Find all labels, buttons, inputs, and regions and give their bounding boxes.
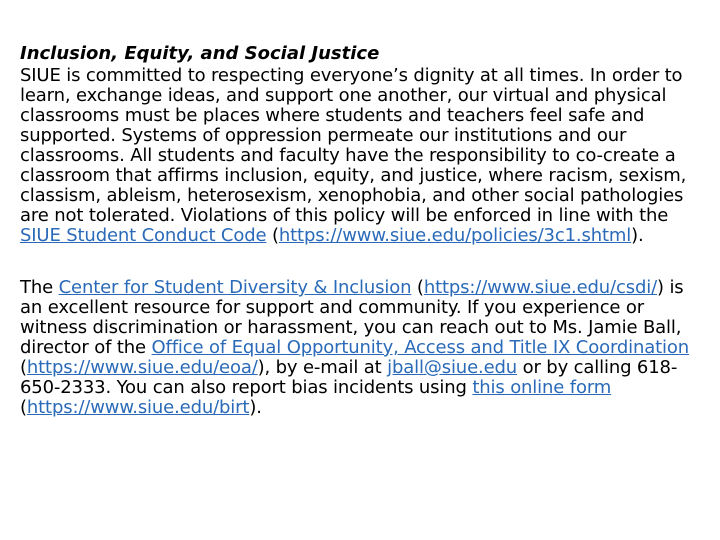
eoa-url[interactable]: https://www.siue.edu/eoa/ — [26, 357, 258, 378]
resources-paragraph — [20, 278, 710, 418]
csdi-url[interactable]: https://www.siue.edu/csdi/ — [423, 277, 657, 298]
resources-text-1: The — [20, 277, 59, 298]
student-conduct-code-link[interactable]: SIUE Student Conduct Code — [20, 225, 267, 246]
resources-text-3: ), by e-mail at — [257, 357, 388, 378]
resources-text-2: ) is an excellent resource for support and community. If you experience or witness discrimination or harassment, you can reach out to Ms. Jamie Ball, director of the — [20, 277, 684, 358]
policy-slide — [20, 42, 710, 418]
inclusion-paragraph — [20, 66, 710, 246]
section-heading: Inclusion, Equity, and Social Justice — [20, 43, 380, 64]
csdi-link[interactable]: Center for Student Diversity & Inclusion — [58, 277, 412, 298]
resources-paren-2: ( — [20, 357, 27, 378]
resources-text-4: or by calling 618-650-2333. You can also report bias incidents using — [20, 357, 678, 398]
student-conduct-code-url[interactable]: https://www.siue.edu/policies/3c1.shtml — [278, 225, 632, 246]
resources-paren-3: ( — [20, 397, 27, 418]
online-form-link[interactable]: this online form — [472, 377, 612, 398]
eoa-office-link[interactable]: Office of Equal Opportunity, Access and Title IX Coordination — [151, 337, 690, 358]
email-link[interactable]: jball@siue.edu — [387, 357, 518, 378]
paren-close: ). — [631, 225, 644, 246]
inclusion-text: SIUE is committed to respecting everyone’s dignity at all times. In order to learn, exchange ideas, and support one another, our virtual and physical classrooms must be places where students and teachers feel safe and supported. Systems of oppression permeate our institutions and our classrooms. All students and faculty have the responsibility to co-create a classroom that affirms inclusion, equity, and justice, where racism, sexism, classism, ableism, heterosexism, xenophobia, and other social pathologies are not tolerated. Violations of this policy will be enforced in line with the — [20, 65, 687, 226]
resources-paren-1: ( — [411, 277, 424, 298]
paren-open: ( — [266, 225, 279, 246]
birt-url[interactable]: https://www.siue.edu/birt — [26, 397, 250, 418]
resources-text-5: ). — [249, 397, 262, 418]
